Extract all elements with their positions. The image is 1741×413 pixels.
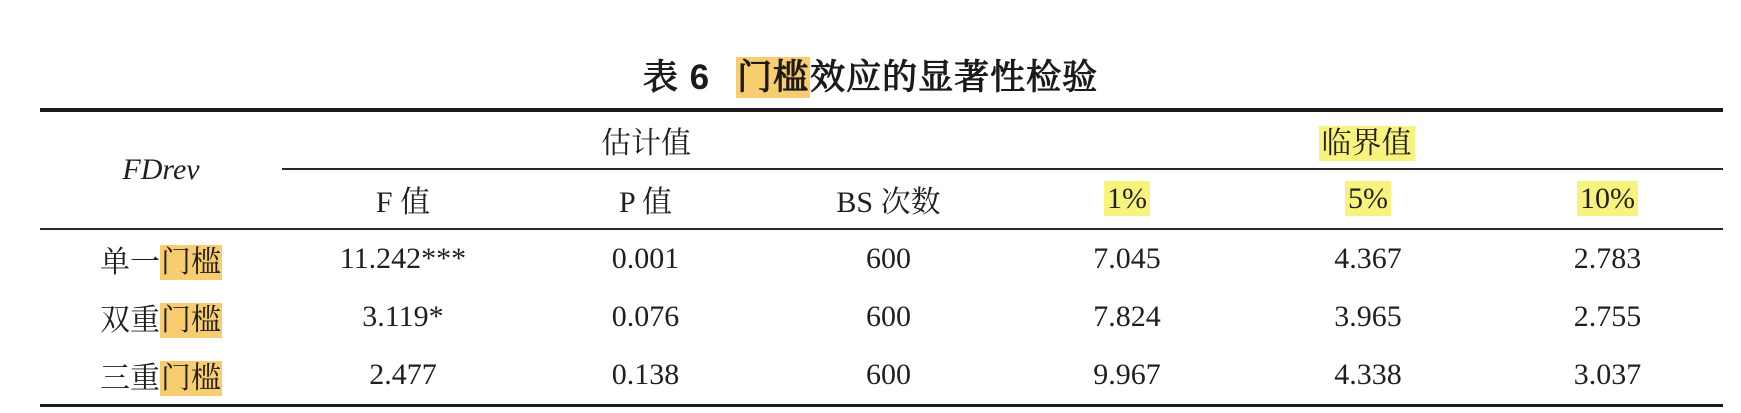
crit-1-cell: 9.967 [1093,358,1161,391]
row-label-plain: 双重 [100,304,160,337]
f-value-cell: 2.477 [369,358,437,391]
row-label-plain: 单一 [100,246,160,279]
crit-10-label: 10% [1577,181,1638,216]
crit-1-cell: 7.045 [1093,242,1161,275]
crit-10-cell: 2.783 [1573,242,1642,275]
table-row-triple-threshold [40,346,1723,406]
table-body [40,229,1723,406]
bs-count-cell: 600 [866,300,911,333]
table-title [0,50,1741,100]
row-label-highlight: 门槛 [161,304,221,337]
table-header [40,110,1723,229]
row-label [40,229,282,288]
critical-group-label: 临界值 [1319,126,1415,161]
f-value-header: F 值 [282,169,524,229]
critical-group-header [1010,110,1723,169]
table-row-double-threshold [40,288,1723,346]
bs-count-cell: 600 [866,242,911,275]
bs-count-cell: 600 [866,358,911,391]
variable-name-cell [40,110,282,229]
crit-1-header [1010,169,1244,229]
p-value-cell: 0.001 [611,242,680,275]
row-label [40,288,282,346]
row-label-highlight: 门槛 [161,362,221,395]
crit-1-cell: 7.824 [1093,300,1161,333]
variable-name: FDrev [122,153,200,186]
table-number: 表 6 [642,58,711,97]
crit-5-cell: 4.338 [1334,358,1402,391]
crit-1-label: 1% [1104,181,1150,216]
p-value-cell: 0.076 [611,300,680,333]
bs-count-header: BS 次数 [767,169,1010,229]
estimate-group-header: 估计值 [282,110,1010,169]
header-group-row [40,110,1723,169]
row-label [40,346,282,406]
p-value-cell: 0.138 [611,358,680,391]
crit-5-label: 5% [1345,181,1391,216]
p-value-header: P 值 [524,169,767,229]
crit-10-cell: 2.755 [1573,300,1642,333]
crit-10-header [1492,169,1723,229]
crit-5-cell: 3.965 [1334,300,1402,333]
threshold-significance-table [40,108,1723,407]
row-label-plain: 三重 [100,362,160,395]
f-value-cell: 11.242*** [339,242,467,275]
crit-5-cell: 4.367 [1334,242,1402,275]
title-highlight-term: 门槛 [737,58,810,97]
crit-5-header [1244,169,1492,229]
crit-10-cell: 3.037 [1573,358,1642,391]
header-sub-row [40,169,1723,229]
table-row-single-threshold [40,229,1723,288]
title-text: 效应的显著性检验 [810,58,1099,97]
f-value-cell: 3.119* [362,300,444,333]
row-label-highlight: 门槛 [161,246,221,279]
